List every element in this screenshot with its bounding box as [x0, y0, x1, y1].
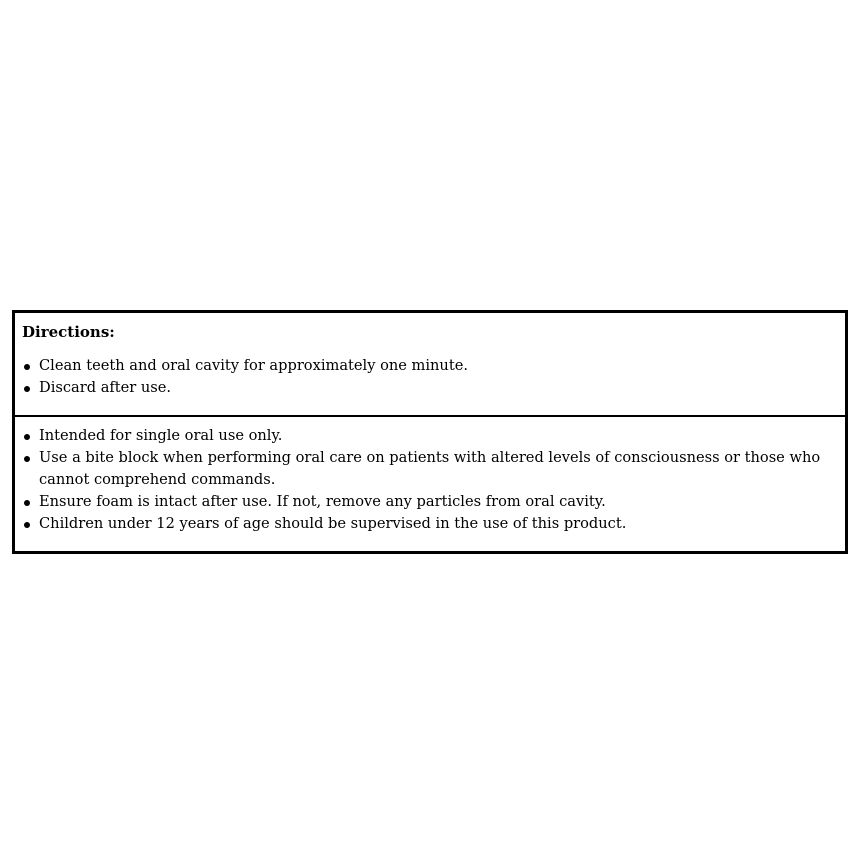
warnings-item-text: Ensure foam is intact after use. If not, remove any particles from oral cavity. — [39, 493, 606, 510]
directions-item-text: Clean teeth and oral cavity for approximately one minute. — [39, 357, 468, 374]
bullet-icon — [24, 386, 30, 392]
warnings-list — [22, 425, 837, 535]
bullet-icon — [24, 364, 30, 370]
bullet-icon — [24, 456, 30, 462]
warnings-list-item — [22, 513, 837, 535]
bullet-icon — [24, 500, 30, 506]
bullet-icon — [24, 434, 30, 440]
directions-label-box — [12, 310, 848, 554]
warnings-list-item — [22, 425, 837, 447]
directions-heading: Directions: — [22, 323, 115, 341]
warnings-list-item — [22, 447, 837, 491]
directions-list-item — [22, 355, 837, 377]
directions-section — [15, 313, 845, 415]
bullet-icon — [24, 522, 30, 528]
directions-list — [22, 355, 837, 399]
directions-list-item — [22, 377, 837, 399]
warnings-item-text: Intended for single oral use only. — [39, 427, 283, 444]
warnings-list-item — [22, 491, 837, 513]
warnings-item-text: Use a bite block when performing oral care on patients with altered levels of consciousness or those who cannot comprehend commands. — [39, 449, 821, 488]
warnings-section — [15, 415, 845, 551]
directions-item-text: Discard after use. — [39, 379, 172, 396]
warnings-item-text: Children under 12 years of age should be supervised in the use of this product. — [39, 515, 627, 532]
